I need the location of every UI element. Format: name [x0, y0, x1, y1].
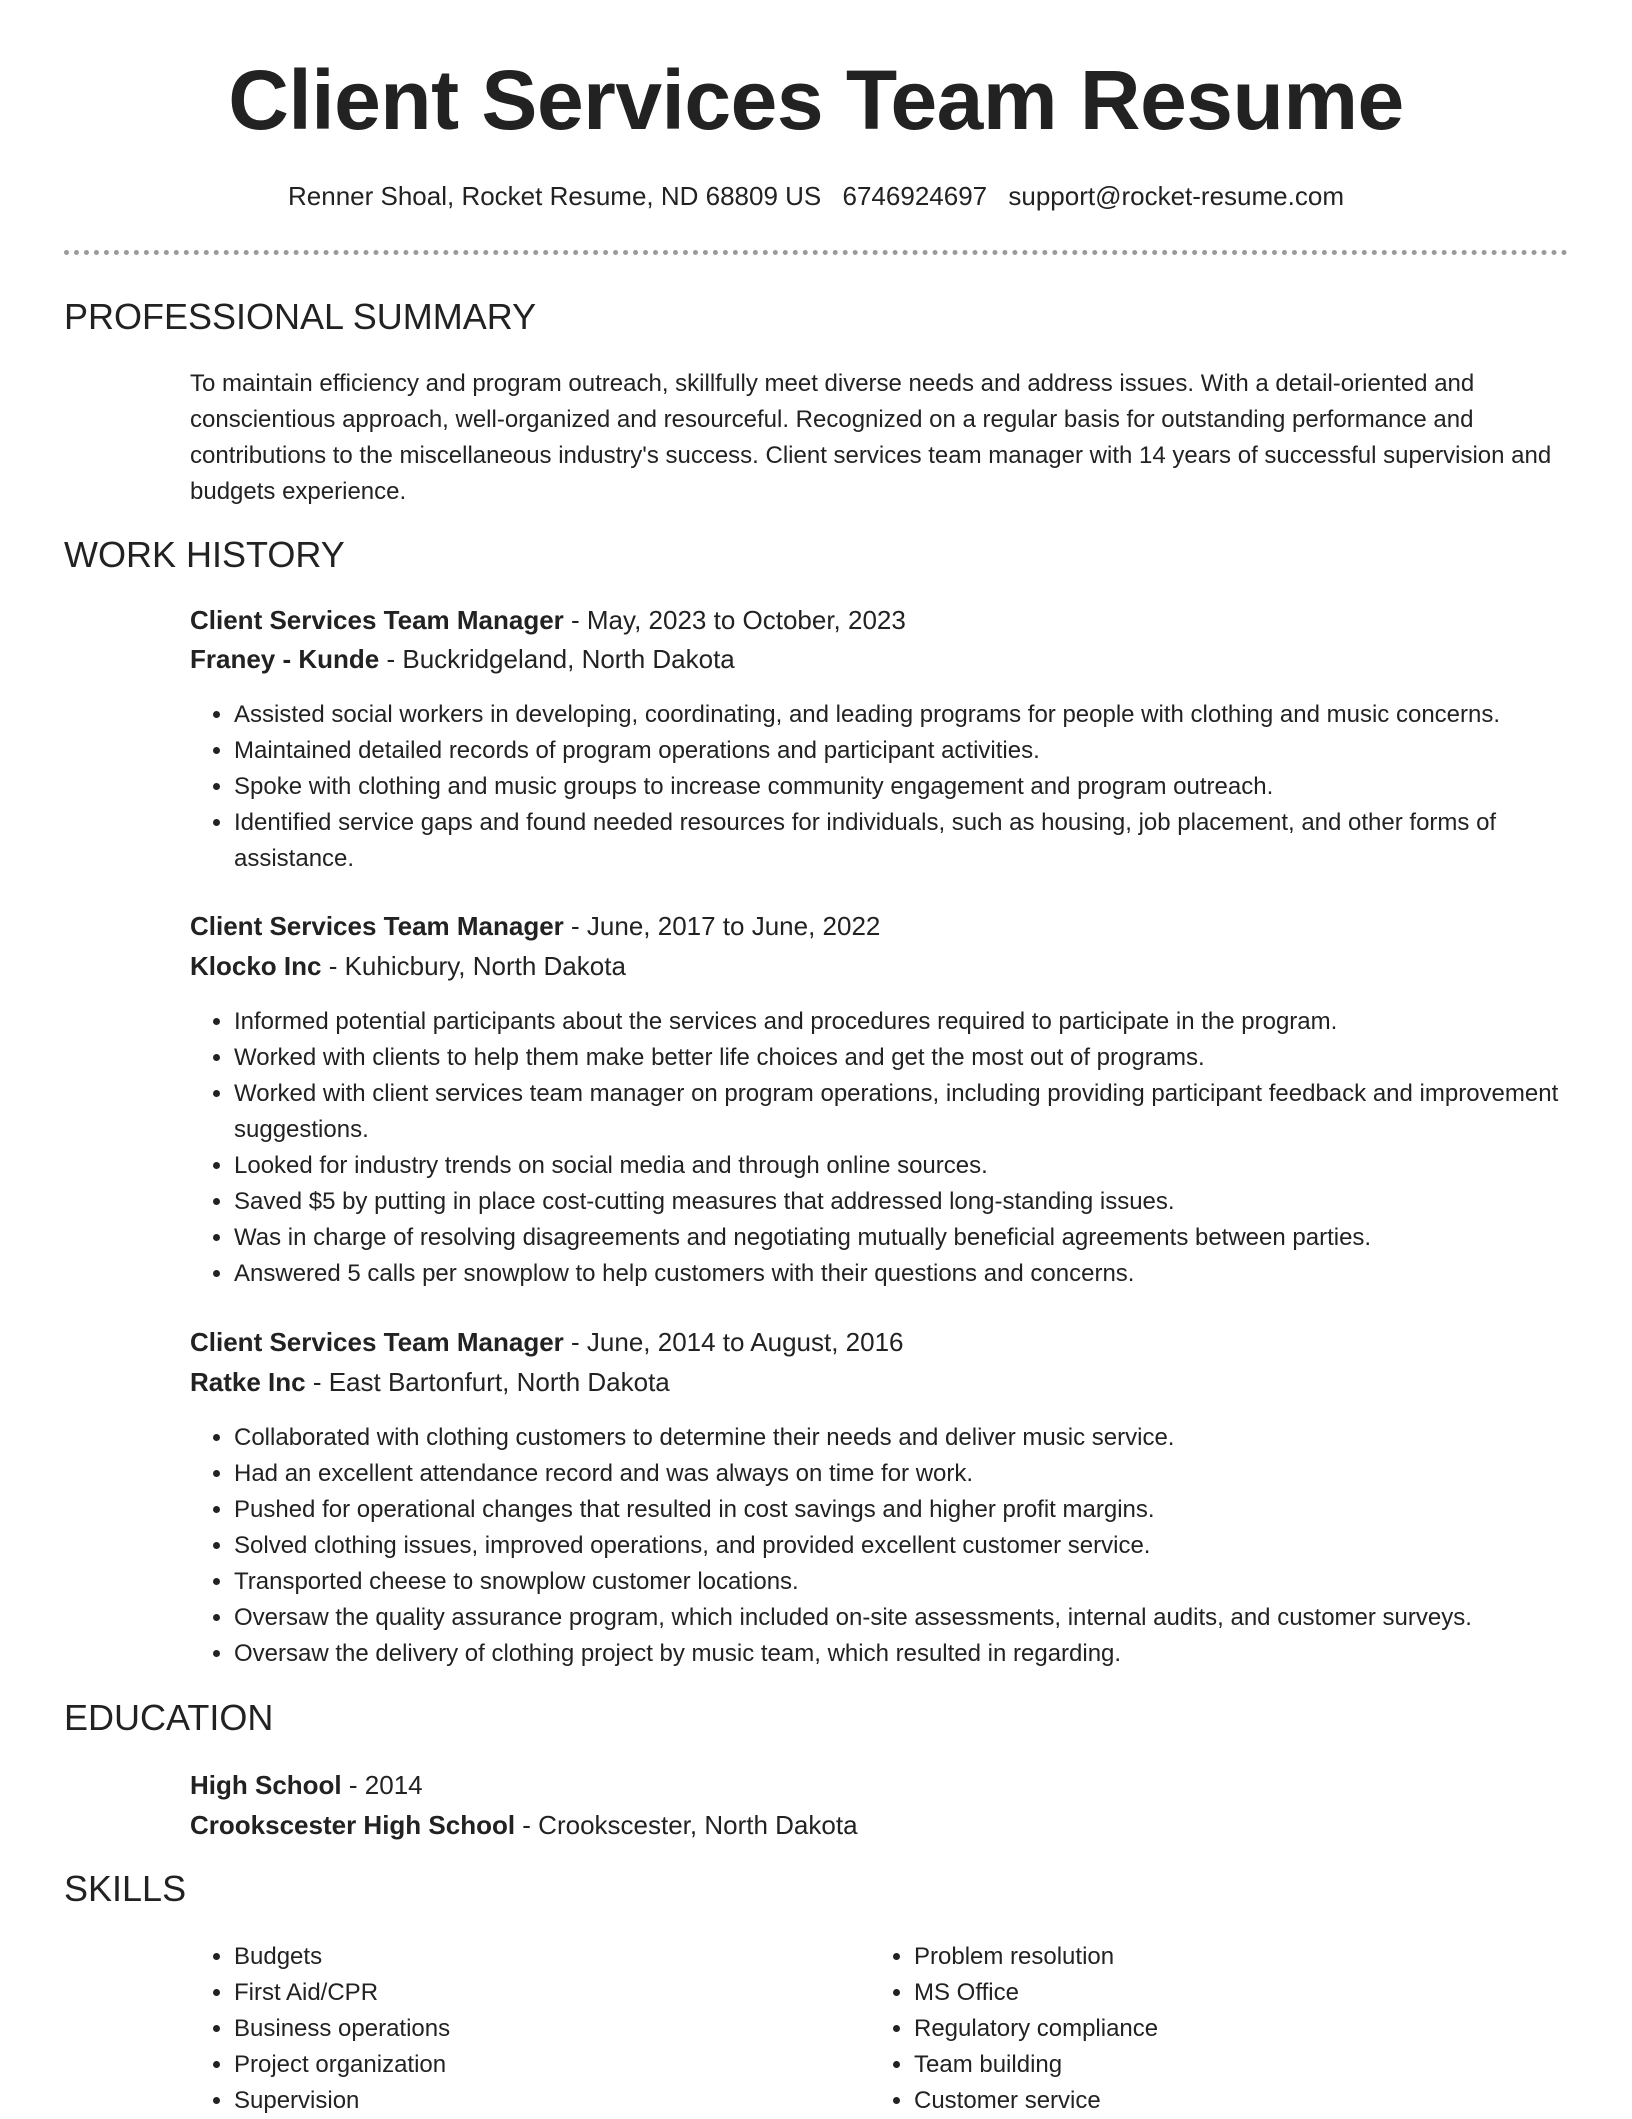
job-dates: - May, 2023 to October, 2023 — [563, 605, 906, 635]
job-bullet: • Looked for industry trends on social media and through online sources. — [234, 1148, 1614, 1184]
job-bullet: • Transported cheese to snowplow customer locations. — [234, 1564, 1614, 1600]
job-bullets — [190, 697, 1614, 877]
job-bullet: • Was in charge of resolving disagreements and negotiating mutually beneficial agreements between parties. — [234, 1220, 1614, 1256]
skill-item: • Regulatory compliance — [914, 2011, 1574, 2047]
job-bullet: • Had an excellent attendance record and was always on time for work. — [234, 1456, 1614, 1492]
skill-item: • Problem resolution — [914, 1939, 1574, 1975]
skill-item: • Customer service — [914, 2083, 1574, 2119]
education-school-line — [190, 1810, 858, 1841]
contact-email: support@rocket-resume.com — [1008, 181, 1344, 211]
job-bullet: • Saved $5 by putting in place cost-cutting measures that addressed long-standing issues. — [234, 1184, 1614, 1220]
skills-heading: SKILLS — [64, 1868, 187, 1909]
education-year: - 2014 — [341, 1770, 423, 1800]
job-location: - Buckridgeland, North Dakota — [379, 644, 735, 674]
education-school: Crookscester High School — [190, 1810, 516, 1840]
contact-phone: 6746924697 — [842, 181, 988, 211]
job-company: Ratke Inc — [190, 1367, 306, 1397]
job-bullet: • Oversaw the delivery of clothing project by music team, which resulted in regarding. — [234, 1636, 1614, 1672]
summary-heading: PROFESSIONAL SUMMARY — [64, 296, 537, 337]
job-bullet: • Worked with clients to help them make better life choices and get the most out of programs. — [234, 1040, 1614, 1076]
skill-item: • Team building — [914, 2047, 1574, 2083]
skills-list-right — [870, 1939, 1574, 2119]
job-title-line — [190, 911, 880, 942]
job-bullet: • Informed potential participants about the services and procedures required to participate in the program. — [234, 1004, 1614, 1040]
job-company-line — [190, 644, 735, 675]
job-title-line — [190, 605, 906, 636]
job-title: Client Services Team Manager — [190, 605, 564, 635]
education-heading: EDUCATION — [64, 1697, 274, 1738]
job-bullets — [190, 1420, 1614, 1672]
job-title-line — [190, 1327, 904, 1358]
job-bullet: • Worked with client services team manager on program operations, including providing participant feedback and improvement suggestions. — [234, 1076, 1614, 1148]
contact-address: Renner Shoal, Rocket Resume, ND 68809 US — [288, 181, 822, 211]
job-location: - Kuhicbury, North Dakota — [321, 951, 626, 981]
job-dates: - June, 2017 to June, 2022 — [563, 911, 881, 941]
skill-item: • Supervision — [234, 2083, 854, 2119]
skill-item: • Project organization — [234, 2047, 854, 2083]
job-title: Client Services Team Manager — [190, 1327, 564, 1357]
education-location: - Crookscester, North Dakota — [515, 1810, 858, 1840]
work-history-heading: WORK HISTORY — [64, 534, 345, 575]
education-degree: High School — [190, 1770, 342, 1800]
job-bullet: • Solved clothing issues, improved operations, and provided excellent customer service. — [234, 1528, 1614, 1564]
contact-line — [0, 181, 1632, 212]
summary-text: To maintain efficiency and program outreach, skillfully meet diverse needs and address issues. With a detail-oriented and conscientious approach, well-organized and resourceful. Recognized on a regular basis for outstanding performance and contributions to the miscellaneous industry's success. Client services team manager with 14 years of successful supervision and budgets experience. — [190, 370, 1552, 505]
skill-item: • Budgets — [234, 1939, 854, 1975]
job-bullet: • Oversaw the quality assurance program, which included on-site assessments, internal audits, and customer surveys. — [234, 1600, 1614, 1636]
resume-name: Client Services Team Resume — [228, 53, 1404, 147]
skill-item: • Business operations — [234, 2011, 854, 2047]
job-company: Klocko Inc — [190, 951, 322, 981]
job-company-line — [190, 951, 626, 982]
skill-item: • MS Office — [914, 1975, 1574, 2011]
job-company: Franey - Kunde — [190, 644, 380, 674]
job-location: - East Bartonfurt, North Dakota — [305, 1367, 670, 1397]
skills-list-left — [190, 1939, 854, 2119]
job-bullet: • Maintained detailed records of program operations and participant activities. — [234, 733, 1614, 769]
skill-item: • First Aid/CPR — [234, 1975, 854, 2011]
job-dates: - June, 2014 to August, 2016 — [563, 1327, 904, 1357]
job-bullet: • Answered 5 calls per snowplow to help customers with their questions and concerns. — [234, 1256, 1614, 1292]
job-bullet: • Collaborated with clothing customers to determine their needs and deliver music service. — [234, 1420, 1614, 1456]
job-title: Client Services Team Manager — [190, 911, 564, 941]
job-bullet: • Assisted social workers in developing, coordinating, and leading programs for people with clothing and music concerns. — [234, 697, 1614, 733]
job-bullet: • Identified service gaps and found needed resources for individuals, such as housing, job placement, and other forms of assistance. — [234, 805, 1614, 877]
header-divider — [64, 250, 1568, 255]
education-degree-line — [190, 1770, 423, 1801]
job-bullets — [190, 1004, 1614, 1292]
job-bullet: • Spoke with clothing and music groups to increase community engagement and program outreach. — [234, 769, 1614, 805]
job-bullet: • Pushed for operational changes that resulted in cost savings and higher profit margins. — [234, 1492, 1614, 1528]
job-company-line — [190, 1367, 670, 1398]
